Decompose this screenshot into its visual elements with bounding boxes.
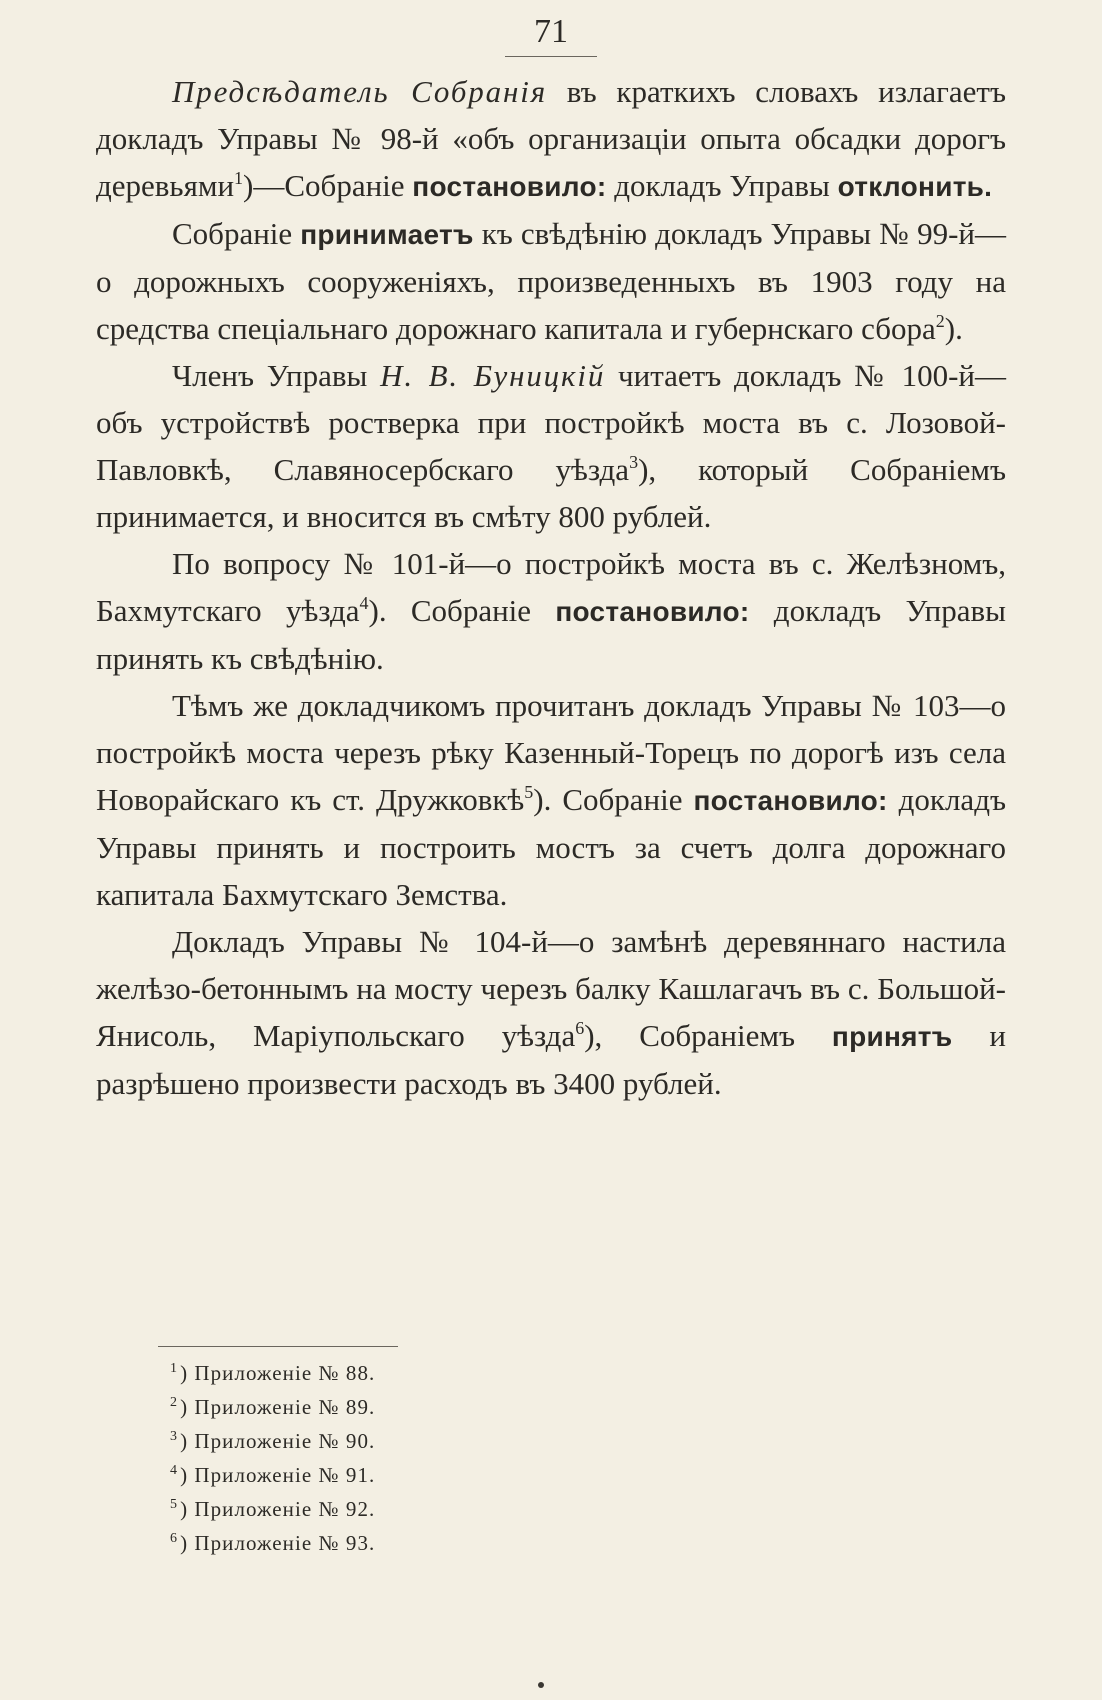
paragraph-4	[96, 540, 1006, 682]
footnote-text: ) Приложеніе № 92.	[180, 1497, 376, 1521]
paragraph-4-text-c: докладъ Управы принять къ свѣдѣнію.	[96, 593, 1006, 676]
footnote-text: ) Приложеніе № 90.	[180, 1429, 376, 1453]
footnote-ref-3: 3	[629, 452, 639, 472]
paragraph-5-text-c: докладъ Управы принять и построить мостъ за счетъ долга дорожнаго капитала Бахмутскаго Земства.	[96, 782, 1006, 912]
paragraph-3-text-a: Членъ Управы	[172, 358, 381, 393]
paragraph-3	[96, 352, 1006, 540]
footnote-text: ) Приложеніе № 93.	[180, 1531, 376, 1555]
footnote-number: 2	[170, 1395, 179, 1410]
paragraph-5-text-a: Тѣмъ же докладчикомъ прочитанъ докладъ Управы № 103—о постройкѣ моста черезъ рѣку Казенный-Торецъ по дорогѣ изъ села Новорайскаго къ ст. Дружковкѣ	[96, 688, 1006, 817]
footnote	[170, 1458, 375, 1492]
paragraph-1-text-c: докладъ Управы	[606, 168, 838, 203]
paragraph-2-text-b: къ свѣдѣнію докладъ Управы № 99-й—о дорожныхъ сооруженіяхъ, произведенныхъ въ 1903 году на средства спеціальнаго дорожнаго капитала и губернскаго сбора	[96, 216, 1006, 346]
footnote-ref-6: 6	[575, 1018, 585, 1038]
paragraph-6	[96, 918, 1006, 1107]
resolution-keyword: принятъ	[831, 1021, 953, 1052]
page-number: 71	[534, 13, 568, 50]
paragraph-1-text-a: въ краткихъ словахъ излагаетъ докладъ Управы № 98-й «объ организаціи опыта обсадки дорогъ деревьями	[96, 74, 1006, 203]
footnote-number: 5	[170, 1497, 179, 1512]
paragraph-3-text-c: ), который Собраніемъ принимается, и вносится въ смѣту 800 рублей.	[96, 452, 1006, 534]
footnote-number: 1	[170, 1361, 179, 1376]
paragraph-4-text-b: ). Собраніе	[368, 593, 556, 628]
resolution-keyword: постановило:	[555, 596, 750, 627]
footnote-number: 4	[170, 1463, 179, 1478]
footnote-number: 3	[170, 1429, 179, 1444]
footnote-text: ) Приложеніе № 89.	[180, 1395, 376, 1419]
ink-dot	[538, 1682, 544, 1688]
speaker-chairman: Предсѣдатель Собранія	[172, 74, 547, 109]
footnote-rule	[158, 1346, 398, 1347]
speaker-name: Н. В. Буницкій	[380, 358, 606, 393]
paragraph-2-text-c: ).	[944, 311, 963, 346]
paragraph-6-text-a: Докладъ Управы № 104-й—о замѣнѣ деревяннаго настила желѣзо-бетоннымъ на мосту черезъ балку Кашлагачъ въ с. Большой-Янисоль, Маріупольскаго уѣзда	[96, 924, 1006, 1053]
paragraph-3-text-b: читаетъ докладъ № 100-й—объ устройствѣ ростверка при постройкѣ моста въ с. Лозовой-Павловкѣ, Славяносербскаго уѣзда	[96, 358, 1006, 487]
footnote-ref-4: 4	[359, 593, 369, 613]
footnote-number: 6	[170, 1531, 179, 1546]
paragraph-5	[96, 682, 1006, 918]
footnote-text: ) Приложеніе № 88.	[180, 1361, 376, 1385]
footnote	[170, 1492, 375, 1526]
footnote	[170, 1356, 375, 1390]
footnote	[170, 1526, 375, 1560]
paragraph-6-text-b: ), Собраніемъ	[584, 1018, 832, 1053]
paragraph-5-text-b: ). Собраніе	[533, 782, 694, 817]
paragraph-6-text-c: и разрѣшено произвести расходъ въ 3400 рублей.	[96, 1018, 1006, 1101]
resolution-keyword: постановило:	[693, 785, 888, 816]
footnotes	[170, 1356, 375, 1560]
paragraph-2	[96, 210, 1006, 352]
footnote	[170, 1424, 375, 1458]
paragraph-4-text-a: По вопросу № 101-й—о постройкѣ моста въ с. Желѣзномъ, Бахмутскаго уѣзда	[96, 546, 1006, 628]
footnote-ref-2: 2	[935, 311, 945, 331]
resolution-keyword: принимаетъ	[300, 219, 474, 250]
paragraph-1	[96, 68, 1006, 210]
resolution-keyword: отклонить.	[837, 171, 993, 202]
footnote-text: ) Приложеніе № 91.	[180, 1463, 376, 1487]
paragraph-2-text-a: Собраніе	[172, 216, 301, 251]
paragraph-1-text-b: )—Собраніе	[243, 168, 413, 203]
header-rule	[505, 56, 597, 57]
main-text	[96, 68, 1006, 1107]
resolution-keyword: постановило:	[412, 171, 607, 202]
footnote-ref-1: 1	[234, 168, 244, 188]
footnote-ref-5: 5	[524, 782, 534, 802]
footnote	[170, 1390, 375, 1424]
